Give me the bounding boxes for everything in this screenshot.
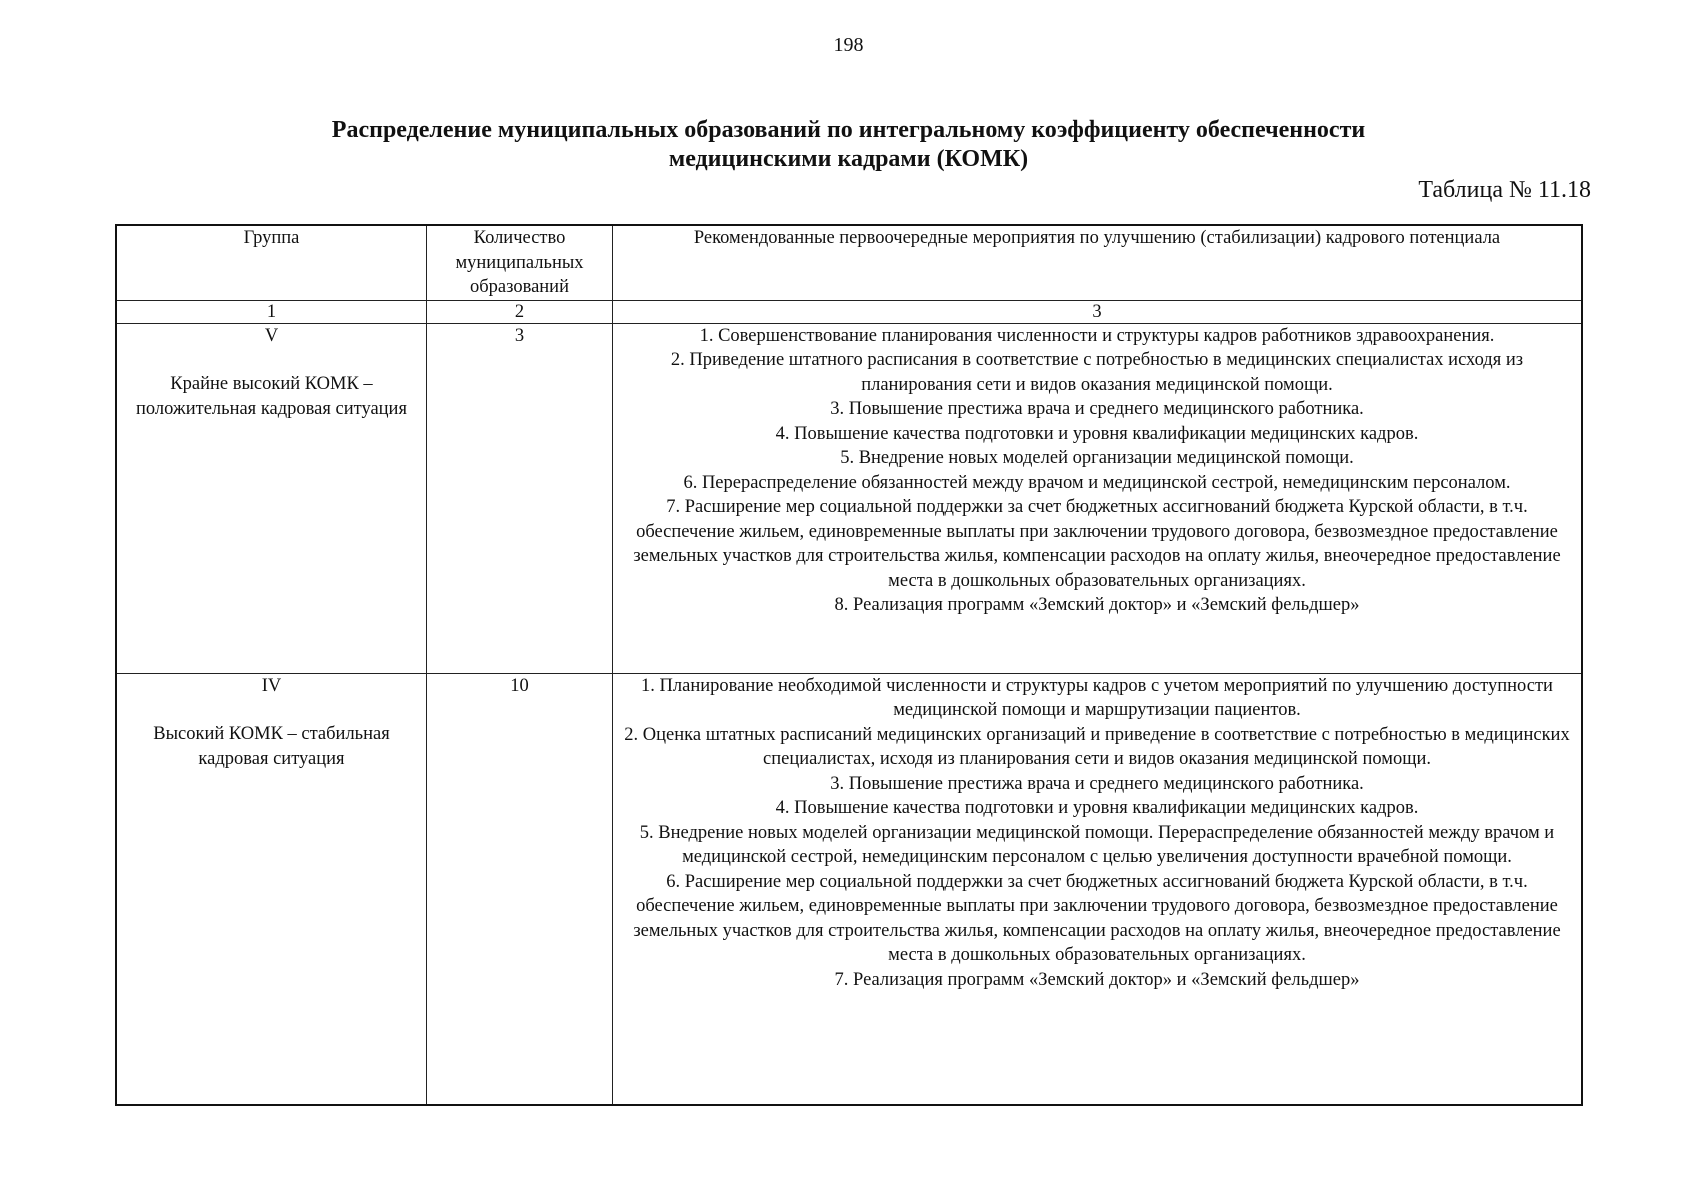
column-number: 1 — [116, 300, 427, 323]
measure-item: 8. Реализация программ «Земский доктор» и «Земский фельдшер» — [834, 595, 1360, 615]
group-code: IV — [261, 675, 282, 696]
header-group: Группа — [116, 225, 427, 300]
measure-item: 1. Планирование необходимой численности и структуры кадров с учетом мероприятий по улучшению доступности медицинской помощи и маршрутизации пациентов. — [641, 675, 1553, 720]
measures-cell — [613, 673, 1583, 1105]
header-count: Количество муниципальных образований — [427, 225, 613, 300]
group-description: Высокий КОМК – стабильная кадровая ситуация — [153, 724, 390, 769]
title-line-2: медицинскими кадрами (КОМК) — [668, 146, 1029, 172]
measure-item: 5. Внедрение новых моделей организации медицинской помощи. — [840, 448, 1354, 468]
measure-item: 3. Повышение престижа врача и среднего медицинского работника. — [830, 773, 1364, 794]
group-cell — [116, 673, 427, 1105]
table-header-row — [116, 225, 1582, 300]
table-row — [116, 323, 1582, 673]
measure-item: 2. Оценка штатных расписаний медицинских организаций и приведение в соответствие с потребностью в медицинских специалистах, исходя из планирования сети и видов оказания медицинской помощи. — [624, 724, 1570, 769]
column-number: 3 — [613, 300, 1583, 323]
column-number: 2 — [427, 300, 613, 323]
group-code: V — [264, 325, 279, 346]
measure-item: 3. Повышение престижа врача и среднего медицинского работника. — [830, 399, 1364, 419]
measure-item: 1. Совершенствование планирования численности и структуры кадров работников здравоохранения. — [699, 325, 1495, 346]
measures-cell — [613, 323, 1583, 673]
count-cell: 3 — [427, 323, 613, 673]
table-label: Таблица № 11.18 — [1418, 177, 1591, 203]
title-line-1: Распределение муниципальных образований по интегральному коэффициенту обеспеченности — [331, 117, 1366, 143]
measure-item: 4. Повышение качества подготовки и уровня квалификации медицинских кадров. — [775, 423, 1419, 444]
page-number: 198 — [833, 34, 864, 56]
group-cell — [116, 323, 427, 673]
measure-item: 6. Перераспределение обязанностей между врачом и медицинской сестрой, немедицинским персоналом. — [683, 472, 1511, 493]
measure-item: 6. Расширение мер социальной поддержки за счет бюджетных ассигнований бюджета Курской области, в т.ч. обеспечение жильем, единовременные выплаты при заключении трудового договора, безвозмездное предоставление земельных участков для строительства жилья, компенсации расходов на оплату жилья, внеочередное предоставление места в дошкольных образовательных организациях. — [633, 871, 1561, 965]
table-row — [116, 673, 1582, 1105]
count-cell: 10 — [427, 673, 613, 1105]
header-measures: Рекомендованные первоочередные мероприятия по улучшению (стабилизации) кадрового потенциала — [613, 225, 1583, 300]
group-description: Крайне высокий КОМК – положительная кадровая ситуация — [136, 374, 407, 419]
document-title — [0, 116, 1697, 174]
measure-item: 7. Расширение мер социальной поддержки за счет бюджетных ассигнований бюджета Курской области, в т.ч. обеспечение жильем, единовременные выплаты при заключении трудового договора, безвозмездное предоставление земельных участков для строительства жилья, компенсации расходов на оплату жилья, внеочередное предоставление места в дошкольных образовательных организациях. — [633, 497, 1561, 591]
column-numbers-row — [116, 300, 1582, 323]
komk-distribution-table — [115, 224, 1583, 1106]
measure-item: 7. Реализация программ «Земский доктор» и «Земский фельдшер» — [834, 969, 1360, 990]
measure-item: 4. Повышение качества подготовки и уровня квалификации медицинских кадров. — [775, 798, 1419, 818]
measure-item: 5. Внедрение новых моделей организации медицинской помощи. Перераспределение обязанностей между врачом и медицинской сестрой, немедицинским персоналом с целью увеличения доступности врачебной помощи. — [639, 822, 1555, 867]
measure-item: 2. Приведение штатного расписания в соответствие с потребностью в медицинских специалистах исходя из планирования сети и видов оказания медицинской помощи. — [670, 350, 1524, 395]
